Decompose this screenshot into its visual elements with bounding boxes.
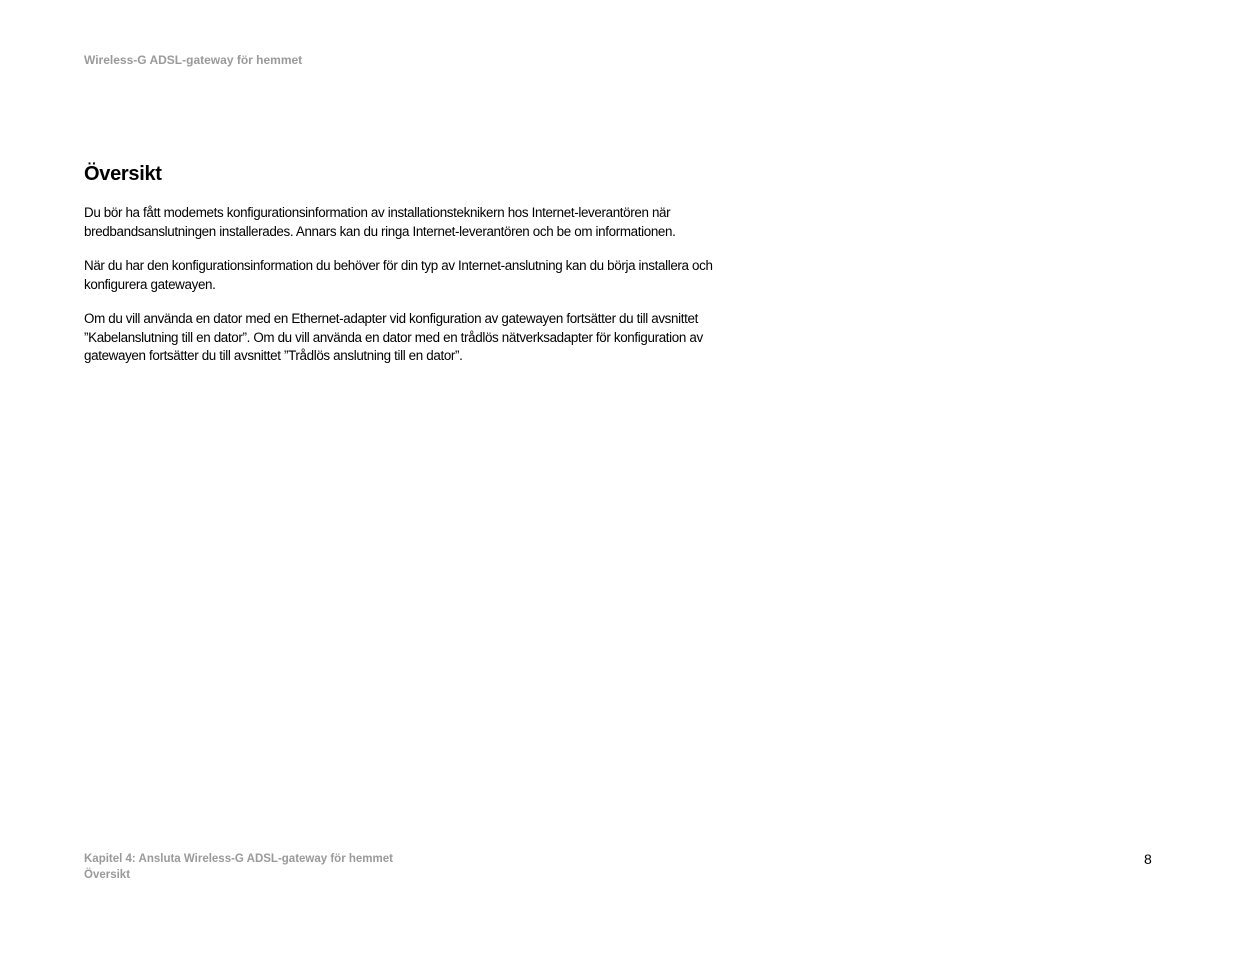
page-number: 8 [1144, 851, 1152, 867]
section-title: Översikt [84, 163, 162, 185]
paragraph-configuration: När du har den konfigurationsinformation du behöver för din typ av Internet-anslutning kan du börja installera och konfigurera gatewayen. [84, 258, 713, 292]
running-header: Wireless-G ADSL-gateway för hemmet [84, 53, 303, 67]
page-footer [84, 851, 393, 883]
footer-chapter: Kapitel 4: Ansluta Wireless-G ADSL-gateway för hemmet [84, 853, 393, 865]
main-content [84, 161, 764, 382]
paragraph-connection-options: Om du vill använda en dator med en Ethernet-adapter vid konfiguration av gatewayen fortsätter du till avsnittet ”Kabelanslutning till en dator”. Om du vill använda en dator med en trådlös nätverksadapter för konfiguration av gatewayen fortsätter du till avsnittet ”Trådlös anslutning till en dator”. [84, 311, 703, 363]
footer-section: Översikt [84, 869, 131, 881]
paragraph-intro: Du bör ha fått modemets konfigurationsinformation av installationsteknikern hos Internet-leverantören när bredbandsanslutningen installerades. Annars kan du ringa Internet-leverantören och be om informationen. [84, 205, 676, 239]
